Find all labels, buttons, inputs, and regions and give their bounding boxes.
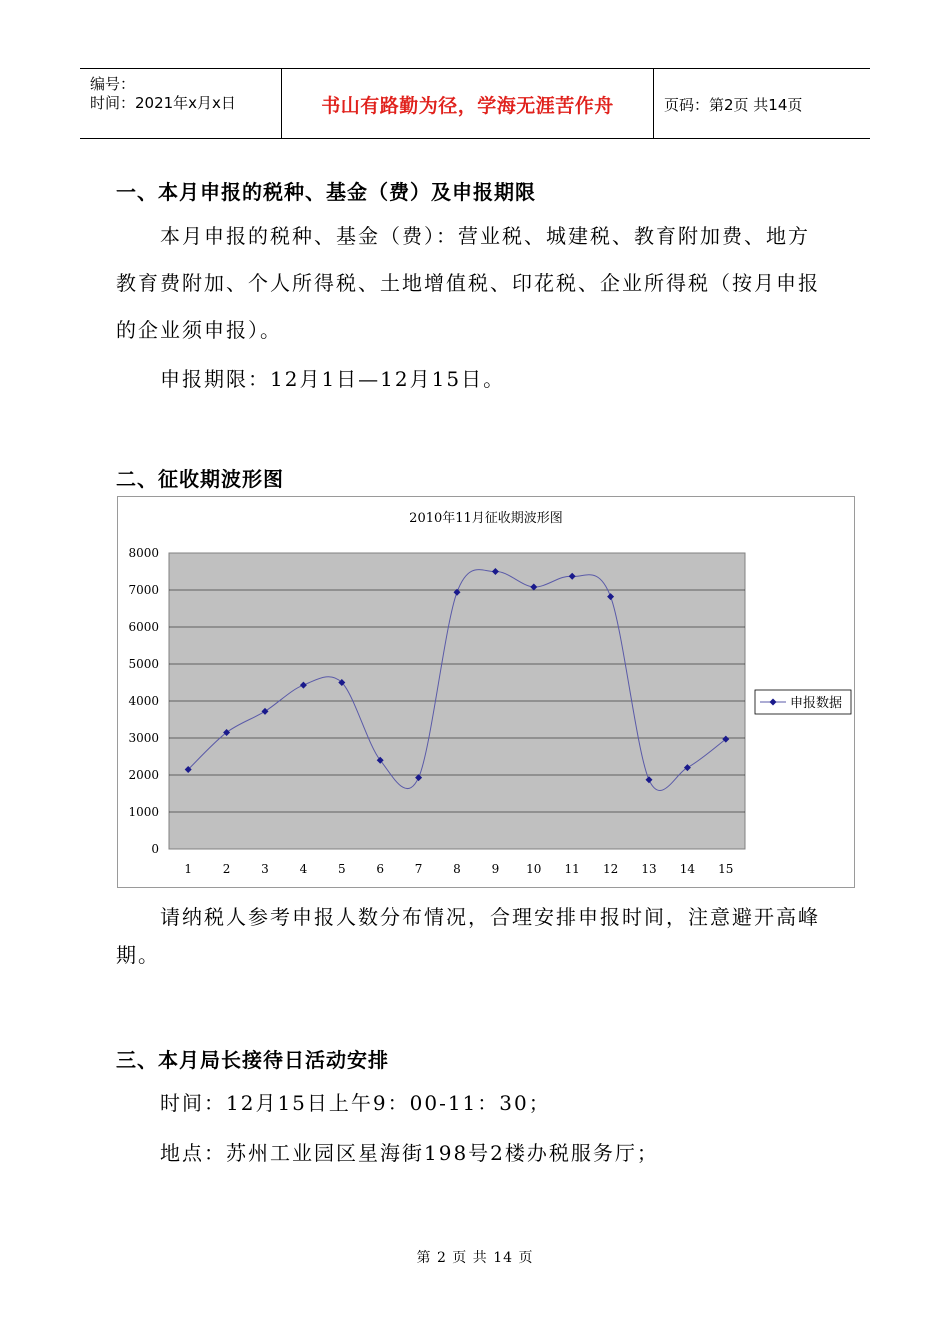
x-tick-label: 13 (641, 862, 657, 876)
x-tick-label: 8 (453, 862, 461, 876)
x-tick-label: 2 (222, 862, 231, 876)
legend-label: 申报数据 (790, 696, 843, 711)
x-tick-label: 1 (184, 862, 193, 876)
x-tick-label: 12 (602, 862, 619, 876)
y-tick-label: 0 (151, 842, 159, 856)
y-tick-label: 8000 (128, 546, 159, 560)
x-tick-label: 6 (376, 862, 385, 876)
motto-text: 书山有路勤为径，学海无涯苦作舟 (321, 95, 614, 117)
section1-heading: 一、本月申报的税种、基金（费）及申报期限 (116, 180, 536, 204)
y-tick-label: 5000 (128, 657, 159, 671)
section2-note-line1: 请纳税人参考申报人数分布情况，合理安排申报时间，注意避开高峰 (160, 905, 820, 929)
y-tick-label: 3000 (128, 731, 159, 745)
page-footer: 第 2 页 共 14 页 (416, 1250, 534, 1266)
section3-heading: 三、本月局长接待日活动安排 (116, 1048, 389, 1072)
header-left-cell (80, 69, 282, 138)
chart-canvas (118, 497, 854, 887)
x-tick-label: 14 (679, 862, 696, 876)
header-right-cell (654, 69, 870, 138)
document-header (80, 68, 870, 139)
y-tick-label: 2000 (128, 768, 159, 782)
number-label: 编号： (90, 75, 136, 93)
y-tick-label: 4000 (128, 694, 159, 708)
section1-line3: 的企业须申报）。 (116, 318, 282, 342)
section2-heading: 二、征收期波形图 (116, 467, 284, 491)
page-info: 页码：第2页 共14页 (664, 96, 803, 114)
x-tick-label: 5 (337, 862, 346, 876)
chart-legend (755, 690, 851, 714)
section3-time: 时间：12月15日上午9：00-11：30； (160, 1091, 551, 1115)
x-tick-label: 7 (414, 862, 423, 876)
header-middle-cell (282, 69, 654, 138)
x-tick-label: 15 (718, 862, 734, 876)
wave-chart (117, 496, 855, 888)
x-tick-label: 4 (299, 862, 308, 876)
time-label: 时间：2021年x月x日 (90, 94, 236, 112)
y-tick-label: 7000 (128, 583, 159, 597)
y-tick-label: 6000 (128, 620, 159, 634)
chart-title: 2010年11月征收期波形图 (409, 511, 563, 526)
section1-line2: 教育费附加、个人所得税、土地增值税、印花税、企业所得税（按月申报 (116, 271, 820, 295)
section1-line1: 本月申报的税种、基金（费）：营业税、城建税、教育附加费、地方 (160, 224, 810, 248)
section1-period: 申报期限：12月1日—12月15日。 (160, 367, 506, 391)
x-tick-label: 10 (526, 862, 542, 876)
x-tick-label: 11 (564, 862, 580, 876)
section3-place: 地点：苏州工业园区星海街198号2楼办税服务厅； (160, 1141, 659, 1165)
section2-note-line2: 期。 (116, 943, 160, 967)
x-tick-label: 9 (491, 862, 500, 876)
y-tick-label: 1000 (128, 805, 159, 819)
x-tick-label: 3 (261, 862, 269, 876)
